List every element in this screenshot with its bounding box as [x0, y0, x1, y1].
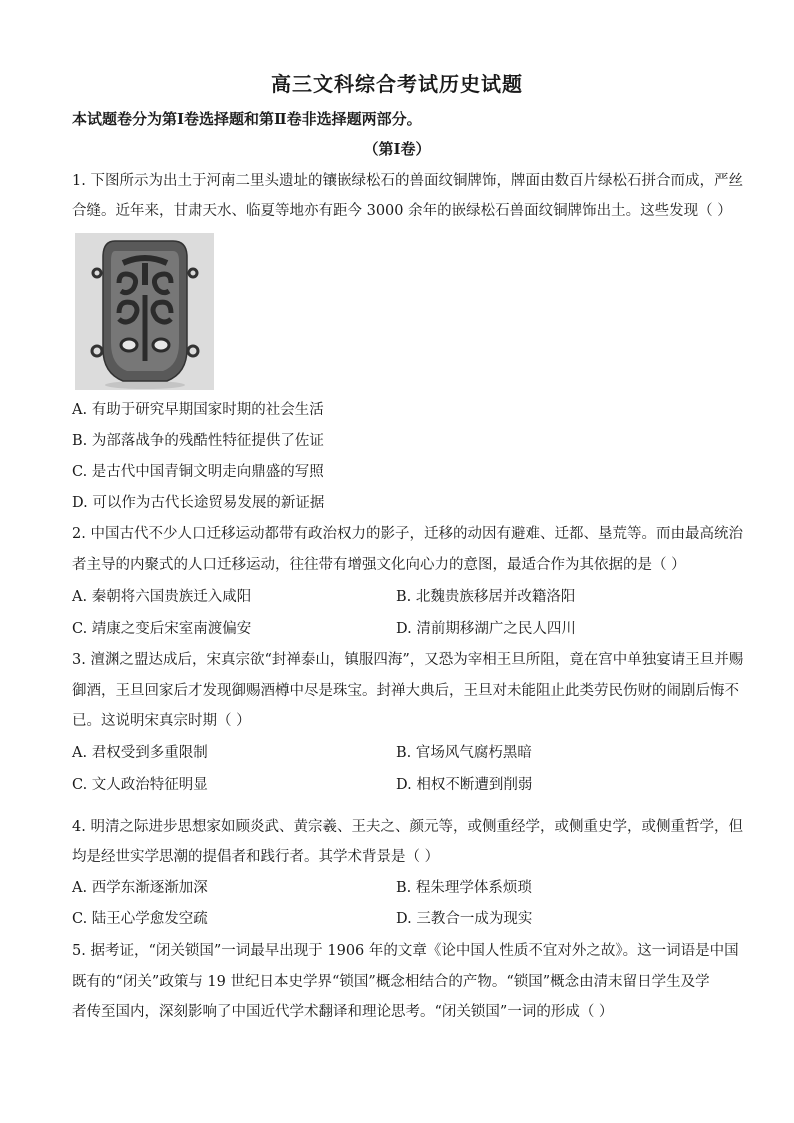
question-1-option-b: B. 为部落战争的残酷性特征提供了佐证	[72, 433, 324, 449]
question-1-option-a: A. 有助于研究早期国家时期的社会生活	[72, 402, 324, 418]
bronze-plaque-image	[75, 233, 214, 390]
question-3-line-1: 3. 澶渊之盟达成后，宋真宗欲“封禅泰山，镇服四海”，又恐为宰相王旦所阻，竟在宫中单独宴请王旦并赐	[72, 652, 744, 668]
bronze-plaque-illustration	[75, 233, 214, 390]
exam-title: 高三文科综合考试历史试题	[271, 72, 523, 96]
question-5-line-3: 者传至国内，深刻影响了中国近代学术翻译和理论思考。“闭关锁国”一词的形成（ ）	[72, 1004, 614, 1020]
question-4-line-1: 4. 明清之际进步思想家如顾炎武、黄宗羲、王夫之、颜元等，或侧重经学，或侧重史学，或侧重哲学，但	[72, 819, 743, 835]
question-2-option-d: D. 清前期移湖广之民人四川	[396, 621, 576, 637]
question-1-line-2: 合缝。近年来，甘肃天水、临夏等地亦有距今 3000 余年的嵌绿松石兽面纹铜牌饰出土。这些发现（ ）	[72, 203, 732, 219]
question-3-option-d: D. 相权不断遭到削弱	[396, 777, 533, 793]
question-3-line-2: 御酒，王旦回家后才发现御赐酒樽中尽是珠宝。封禅大典后，王旦对未能阻止此类劳民伤财的闹剧后悔不	[72, 683, 739, 699]
question-2-option-c: C. 靖康之变后宋室南渡偏安	[72, 621, 252, 637]
section-heading: （第Ⅰ卷）	[363, 140, 431, 158]
question-2-option-a: A. 秦朝将六国贵族迁入咸阳	[72, 589, 252, 605]
question-3-option-a: A. 君权受到多重限制	[72, 745, 208, 761]
question-3-option-c: C. 文人政治特征明显	[72, 777, 208, 793]
question-3-line-3: 已。这说明宋真宗时期（ ）	[72, 713, 251, 729]
question-1-option-c: C. 是古代中国青铜文明走向鼎盛的写照	[72, 464, 324, 480]
question-2-line-1: 2. 中国古代不少人口迁移运动都带有政治权力的影子，迁移的动因有避难、迁都、垦荒等。而由最高统治	[72, 526, 743, 542]
question-4-option-b: B. 程朱理学体系烦琐	[396, 880, 532, 896]
question-4-option-d: D. 三教合一成为现实	[396, 911, 533, 927]
question-1-line-1: 1. 下图所示为出土于河南二里头遗址的镶嵌绿松石的兽面纹铜牌饰，牌面由数百片绿松石拼合而成，严丝	[72, 173, 743, 189]
question-4-option-a: A. 西学东渐逐渐加深	[72, 880, 208, 896]
exam-intro: 本试题卷分为第Ⅰ卷选择题和第Ⅱ卷非选择题两部分。	[72, 110, 422, 128]
question-5-line-1: 5. 据考证，“闭关锁国”一词最早出现于 1906 年的文章《论中国人性质不宜对外之故》。这一词语是中国	[72, 943, 739, 959]
question-1-option-d: D. 可以作为古代长途贸易发展的新证据	[72, 495, 325, 511]
question-4-line-2: 均是经世实学思潮的提倡者和践行者。其学术背景是（ ）	[72, 849, 440, 865]
question-2-line-2: 者主导的内聚式的人口迁移运动，往往带有增强文化向心力的意图，最适合作为其依据的是（ ）	[72, 557, 686, 573]
question-4-option-c: C. 陆王心学愈发空疏	[72, 911, 208, 927]
question-3-option-b: B. 官场风气腐朽黑暗	[396, 745, 532, 761]
question-5-line-2: 既有的“闭关”政策与 19 世纪日本史学界“锁国”概念相结合的产物。“锁国”概念由清末留日学生及学	[72, 974, 710, 990]
question-2-option-b: B. 北魏贵族移居并改籍洛阳	[396, 589, 576, 605]
